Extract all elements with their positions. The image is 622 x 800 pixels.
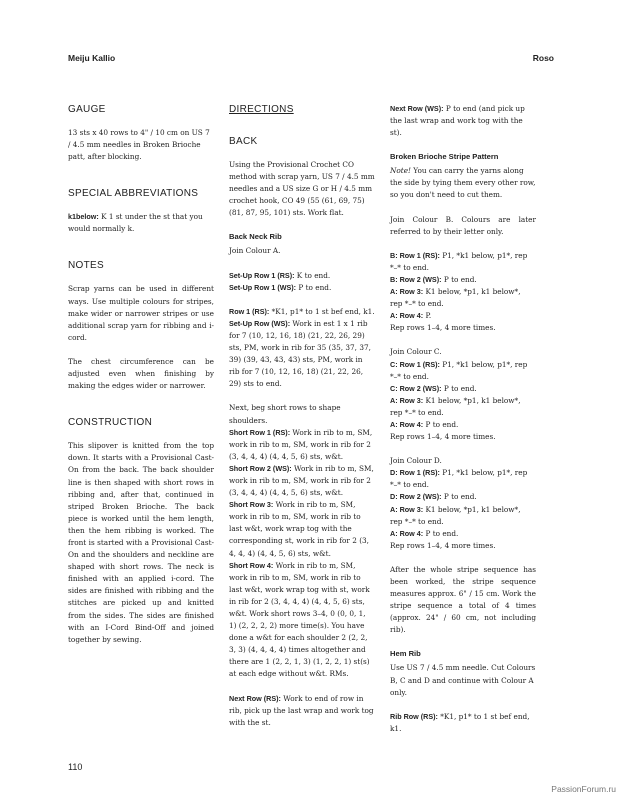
author-name: Meiju Kallio xyxy=(68,53,116,63)
setup-ws-label: Set-Up Row (WS): xyxy=(229,318,291,328)
note-text: You can carry the yarns along the side by tying them every other row, so you don't need to cut them. xyxy=(390,166,536,200)
setup-row-1-text: K to end. xyxy=(294,270,331,280)
b-row-1-cont: *–* to end. xyxy=(390,262,429,272)
notes-paragraph-2: The chest circumference can be adjusted even when finishing by making the edges wider or narrower. xyxy=(68,356,214,391)
short-row-1-label: Short Row 1 (RS): xyxy=(229,427,291,437)
c-row-2-label: C: Row 2 (WS): xyxy=(390,383,442,393)
next-row-ws xyxy=(390,103,536,139)
repeat-1: Rep rows 1–4, 4 more times. xyxy=(390,323,496,333)
join-colour-a: Join Colour A. xyxy=(229,246,281,256)
d-a-row-3-cont: rep *–* to end. xyxy=(390,516,444,526)
d-row-1-text: P1, *k1 below, p1*, rep xyxy=(439,468,528,478)
c-a-row-4-text: P to end. xyxy=(423,419,459,429)
short-row-4-label: Short Row 4: xyxy=(229,560,274,570)
a-row-4-text: P. xyxy=(423,311,432,321)
d-row-1-cont: *–* to end. xyxy=(390,480,429,490)
short-rows-intro: Next, beg short rows to shape shoulders. xyxy=(229,403,341,425)
c-a-row-3-text: K1 below, *p1, k1 below*, xyxy=(423,395,521,405)
c-row-1-cont: *–* to end. xyxy=(390,371,429,381)
join-colour-b: Join Colour B. Colours are later referred to by their letter only. xyxy=(390,214,536,236)
stripe-block-c xyxy=(390,346,536,443)
next-row-rs-label: Next Row (RS): xyxy=(229,693,281,703)
watermark: PassionForum.ru xyxy=(551,784,616,794)
notes-heading: NOTES xyxy=(68,260,104,272)
a-row-4-label: A: Row 4: xyxy=(390,311,424,321)
hem-rib-heading: Hem Rib xyxy=(390,649,421,659)
rib-row-text: *K1, p1* to 1 st bef end, k1. xyxy=(390,711,530,733)
d-a-row-4-text: P to end. xyxy=(423,528,459,538)
abbreviation-k1below xyxy=(68,211,214,235)
column-2 xyxy=(229,103,375,741)
b-row-1-label: B: Row 1 (RS): xyxy=(390,250,440,260)
c-a-row-3-label: A: Row 3: xyxy=(390,395,424,405)
a-row-3-text: K1 below, *p1, k1 below*, xyxy=(423,287,521,297)
short-row-2-text: Work in rib to m, SM, work in rib to m, SM, work in rib for 2 (3, 4, 4, 4) (4, 4, 5, 6) sts, w&t. xyxy=(229,463,374,498)
setup-ws-text: Work in est 1 x 1 rib for 7 (10, 12, 16, 18) (21, 22, 26, 29) sts, PM, work in rib for 35 (35, 37, 37, 39) (39, 43, 43, 43) sts, PM, work in rib for 7 (10, 12, 16, 18) (21, 22, 26, 29) sts to end. xyxy=(229,318,371,389)
short-row-3-label: Short Row 3: xyxy=(229,500,274,510)
setup-row-2-text: P to end. xyxy=(296,282,332,292)
c-row-1-text: P1, *k1 below, p1*, rep xyxy=(439,359,528,369)
column-3 xyxy=(390,103,536,747)
c-a-row-3-cont: rep *–* to end. xyxy=(390,407,444,417)
b-row-2-text: P to end. xyxy=(441,274,477,284)
notes-paragraph-1: Scrap yarns can be used in different ways. Use multiple colours for stripes, make wider or narrower stripes or use additional scrap yarn for ribbing and i-cord. xyxy=(68,284,214,342)
a-row-3-cont: rep *–* to end. xyxy=(390,299,444,309)
c-row-2-text: P to end. xyxy=(441,383,477,393)
after-sequence-text: After the whole stripe sequence has been worked, the stripe sequence measures approx. 6" / 15 cm. Work the stripe sequence a total of 4 times (approx. 24" / 60 cm, not including rib). xyxy=(390,564,536,635)
stripe-block-b xyxy=(390,250,536,335)
setup-row-1-label: Set-Up Row 1 (RS): xyxy=(229,270,295,280)
join-colour-c: Join Colour C. xyxy=(390,347,442,357)
d-a-row-4-label: A: Row 4: xyxy=(390,528,424,538)
rib-rows xyxy=(229,306,375,391)
stripe-block-d xyxy=(390,455,536,552)
back-neck-rib-heading: Back Neck Rib xyxy=(229,232,282,242)
d-row-2-label: D: Row 2 (WS): xyxy=(390,492,442,502)
d-a-row-3-label: A: Row 3: xyxy=(390,504,424,514)
directions-heading: DIRECTIONS xyxy=(229,104,294,115)
c-row-1-label: C: Row 1 (RS): xyxy=(390,359,440,369)
stripe-pattern-heading: Broken Brioche Stripe Pattern xyxy=(390,152,499,162)
short-row-4-text: Work in rib to m, SM, work in rib to m, SM, work in rib to last w&t, work wrap tog with st, work in rib for 2 (3, 4, 4, 4) (4, 4, 5, 6) sts, w&t. Work short rows 3–4, 0 (0, 0, 1, 1) (2, 2, 2, 2) more time(s). You have done a w&t for each shoulder 2 (2, 2, 3, 3) (4, 4, 4, 4) times altogether and there are 1 (2, 2, 1, 3) (1, 2, 2, 1) st(s) at each edge without w&t. RMs. xyxy=(229,560,370,679)
row-1-label: Row 1 (RS): xyxy=(229,306,270,316)
b-row-1-text: P1, *k1 below, p1*, rep xyxy=(439,250,528,260)
short-row-1-text: Work in rib to m, SM, work in rib to m, SM, work in rib for 2 (3, 4, 4, 4) (4, 4, 5, 6) sts, w&t. xyxy=(229,427,373,461)
construction-paragraph: This slipover is knitted from the top down. It starts with a Provisional Cast-On from the back. The back shoulder line is then shaped with short rows in ribbing and, after that, continued in striped Broken Brioche. The back piece is worked until the hem length, then the hem ribbing is worked. The front is started with a Provisional Cast-On and the shoulders and neckline are shaped with short rows. The neck is finished with an applied i-cord. The sides are finished with ribbing and the stitches are picked up and knitted from the sides. The sides are finished with an I-Cord Bind-Off and joined together by sewing. xyxy=(68,441,214,644)
abbreviations-heading: SPECIAL ABBREVIATIONS xyxy=(68,188,199,200)
rib-row-label: Rib Row (RS): xyxy=(390,711,438,721)
short-rows xyxy=(229,402,375,680)
page-number: 110 xyxy=(68,762,83,772)
next-row-rs xyxy=(229,693,375,729)
setup-row-2-label: Set-Up Row 1 (WS): xyxy=(229,282,297,292)
d-row-1-label: D: Row 1 (RS): xyxy=(390,468,440,478)
d-a-row-3-text: K1 below, *p1, k1 below*, xyxy=(423,504,521,514)
rib-row xyxy=(390,711,536,735)
abbr-def: K 1 st under the st that you would normally k. xyxy=(68,212,203,234)
d-row-2-text: P to end. xyxy=(441,492,477,502)
row-1-text: *K1, p1* to 1 st bef end, k1. xyxy=(269,306,375,316)
join-colour-d: Join Colour D. xyxy=(390,456,442,466)
abbr-term: k1below: xyxy=(68,212,99,222)
short-row-2-label: Short Row 2 (WS): xyxy=(229,463,292,473)
back-heading: BACK xyxy=(229,136,258,147)
column-1 xyxy=(68,103,214,658)
hem-rib-text: Use US 7 / 4.5 mm needle. Cut Colours B, C and D and continue with Colour A only. xyxy=(390,663,536,697)
construction-heading: CONSTRUCTION xyxy=(68,417,153,429)
gauge-heading: GAUGE xyxy=(68,104,106,115)
a-row-3-label: A: Row 3: xyxy=(390,287,424,297)
pattern-title: Roso xyxy=(532,53,554,63)
repeat-2: Rep rows 1–4, 4 more times. xyxy=(390,432,496,442)
next-row-rs-text: Work to end of row in rib, pick up the last wrap and work tog with the st. xyxy=(229,693,374,727)
stripe-note xyxy=(390,165,536,201)
back-text: Using the Provisional Crochet CO method with scrap yarn, US 7 / 4.5 mm needles and a US size G or H / 4.5 mm crochet hook, CO 49 (55 (61, 69, 75) (81, 87, 95, 101) sts. Work flat. xyxy=(229,160,375,218)
repeat-3: Rep rows 1–4, 4 more times. xyxy=(390,540,496,550)
next-row-ws-label: Next Row (WS): xyxy=(390,104,444,113)
setup-rows xyxy=(229,270,375,294)
b-row-2-label: B: Row 2 (WS): xyxy=(390,274,442,284)
next-row-ws-text: P to end (and pick up the last wrap and work tog with the st). xyxy=(390,104,525,138)
gauge-text: 13 sts x 40 rows to 4" / 10 cm on US 7 / 4.5 mm needles in Broken Brioche patt, after blocking. xyxy=(68,128,210,162)
c-a-row-4-label: A: Row 4: xyxy=(390,419,424,429)
short-row-3-text: Work in rib to m, SM, work in rib to m, SM, work in rib to last w&t, work wrap tog with the corresponding st, work in rib for 2 (3, 4, 4, 4) (4, 4, 5, 6) sts, w&t. xyxy=(229,500,369,558)
note-label: Note! xyxy=(390,166,411,176)
